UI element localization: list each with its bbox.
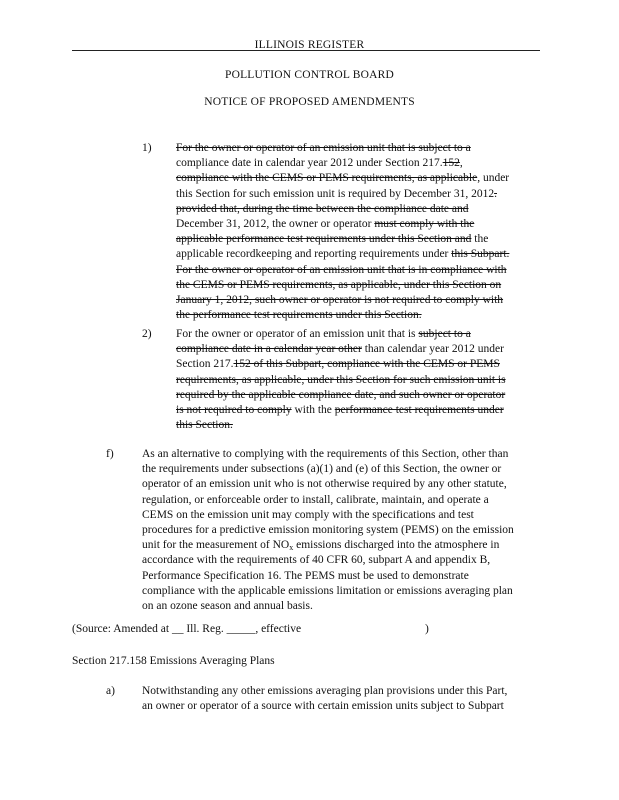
notice-title: NOTICE OF PROPOSED AMENDMENTS: [204, 96, 415, 108]
source-close: ): [425, 623, 429, 635]
para2-text: [176, 327, 506, 433]
para2-line: is not required to comply with the performance test requirements under: [176, 404, 504, 417]
para-f-line: regulation, or enforceable order to install, calibrate, maintain, and operate a: [142, 493, 489, 506]
para1-line: provided that, during the time between the compliance date and: [176, 202, 469, 215]
para-a-number: a): [106, 685, 115, 697]
para-f-line: accordance with the requirements of 40 CFR 60, subpart A and appendix B,: [142, 554, 491, 567]
para-f-line: CEMS on the emission unit may comply with the specifications and test: [142, 508, 474, 521]
para2-line: For the owner or operator of an emission unit that is subject to a: [176, 328, 471, 340]
para1-line: January 1, 2012, such owner or operator is not required to comply with: [176, 294, 504, 307]
para1-number: 1): [142, 142, 152, 154]
para1-line: the performance test requirements under this Section.: [176, 309, 422, 322]
para1-text: [176, 141, 509, 323]
para-f-line: unit for the measurement of $NO_x$ emissions discharged into the atmosphere in: [142, 539, 500, 553]
register-title: ILLINOIS REGISTER: [254, 39, 365, 51]
para1-line: this Section for such emission unit is required by December 31, 2012.: [176, 187, 497, 200]
para-f-line: operator of an emission unit who is not otherwise required by any other statute,: [142, 478, 507, 491]
para1-line: For the owner or operator of an emission unit that is subject to a: [176, 142, 471, 154]
para1-line: compliance date in calendar year 2012 under Section 217.152,: [176, 157, 463, 170]
para-f-line: on an ozone season and annual basis.: [142, 600, 313, 613]
para-a-line: Notwithstanding any other emissions averaging plan provisions under this Part,: [142, 685, 508, 697]
para-a-text: [142, 684, 507, 714]
agency-title: POLLUTION CONTROL BOARD: [224, 69, 394, 81]
para2-line: requirements, as applicable, under this Section for such emission unit is: [176, 373, 506, 386]
para2-line: compliance date in a calendar year other than calendar year 2012 under: [176, 343, 504, 356]
para2-line: Section 217.152 of this Subpart, compliance with the CEMS or PEMS: [176, 358, 500, 371]
para1-line: December 31, 2012, the owner or operator must comply with the: [176, 218, 475, 231]
para1-line: the CEMS or PEMS requirements, as applicable, under this Section on: [176, 278, 502, 291]
para-f-line: Performance Specification 16. The PEMS must be used to demonstrate: [142, 569, 469, 582]
para-f-line: compliance with the applicable emissions limitation or emissions averaging plan: [142, 584, 513, 597]
para-f-line: As an alternative to complying with the requirements of this Section, other than: [142, 448, 509, 460]
para-a-line: an owner or operator of a source with certain emission units subject to Subpart: [142, 700, 504, 713]
para-f-line: procedures for a predictive emission monitoring system (PEMS) on the emission: [142, 524, 514, 537]
para-f-number: f): [106, 448, 114, 460]
para2-line: required by the applicable compliance date, and such owner or operator: [176, 388, 506, 401]
para-f-text: [142, 447, 514, 614]
para1-line: applicable recordkeeping and reporting requirements under this Subpart.: [176, 248, 510, 261]
para1-line: For the owner or operator of an emission unit that is in compliance with: [176, 263, 507, 276]
para2-line: this Section.: [176, 419, 233, 432]
header-rule: [72, 50, 540, 51]
section-heading: Section 217.158 Emissions Averaging Plans: [72, 655, 275, 667]
para1-line: compliance with the CEMS or PEMS requirements, as applicable, under: [176, 172, 510, 185]
para-f-line: the requirements under subsections (a)(1) and (e) of this Section, the owner or: [142, 463, 502, 476]
para2-number: 2): [142, 328, 152, 340]
para1-line: applicable performance test requirements under this Section and the: [176, 233, 489, 246]
source-note: (Source: Amended at __ Ill. Reg. _____, effective: [72, 623, 302, 635]
